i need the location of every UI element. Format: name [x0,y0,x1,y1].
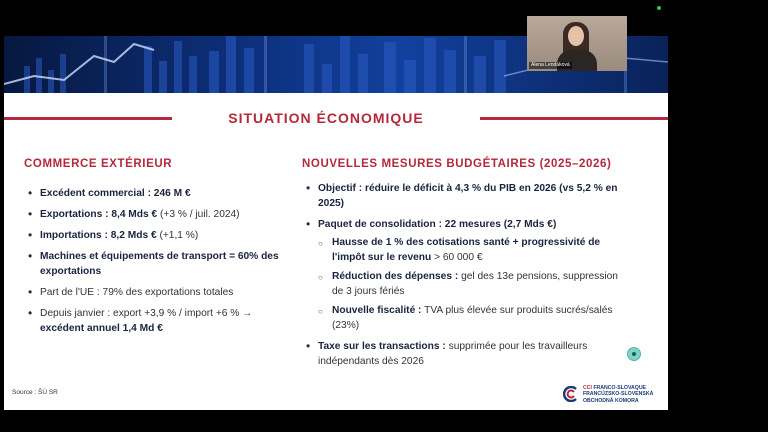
cci-logo [563,385,663,405]
sub-list-item: ○ Réduction des dépenses : gel des 13e pensions, suppression de 3 jours fériés [318,269,620,299]
title-divider-right [480,117,668,120]
meeting-bottom-bar [0,410,768,432]
participant-face [568,26,584,46]
title-divider-left [4,117,172,120]
list-item: • Paquet de consolidation : 22 mesures (2,7 Mds €) ○ Hausse de 1 % des cotisations santé + progressivité de l'impôt sur le revenu > 60 000 € ○ Réduction des dépenses : gel des 13e pensions, suppression de 3 jours fériés ○ Nouvelle fiscalité : TVA plus élevée sur produits sucrés/salés (23%) [304,217,620,333]
cci-logo-icon [563,386,579,402]
left-column-heading: COMMERCE EXTÉRIEUR [24,158,173,170]
cci-logo-text: CCI FRANCO-SLOVAQUE FRANCÚZSKO-SLOVENSKÁ OBCHODNÁ KOMORA [583,385,654,404]
right-column-heading: NOUVELLES MESURES BUDGÉTAIRES (2025–2026) [302,158,612,170]
list-item: • Excédent commercial : 246 M € [26,186,284,201]
slide-title: SITUATION ÉCONOMIQUE [228,110,424,126]
presentation-slide [4,36,668,410]
list-item: • Exportations : 8,4 Mds € (+3 % / juil. 2024) [26,207,284,222]
sub-list-item: ○ Hausse de 1 % des cotisations santé + progressivité de l'impôt sur le revenu > 60 000 € [318,235,620,265]
participant-name: Alena Lendáková [531,62,570,68]
list-item: • Part de l'UE : 79% des exportations totales [26,285,284,300]
budget-bullet-list [304,181,620,375]
sub-list [318,235,620,333]
meeting-top-bar [0,0,768,16]
sub-list-item: ○ Nouvelle fiscalité : TVA plus élevée sur produits sucrés/salés (23%) [318,303,620,333]
list-item: • Machines et équipements de transport = 60% des exportations [26,249,284,279]
list-item: • Objectif : réduire le déficit à 4,3 % du PIB en 2026 (vs 5,2 % en 2025) [304,181,620,211]
participant-video-tile[interactable] [527,16,627,71]
help-bubble-icon[interactable] [627,347,641,361]
source-note: Source : ŠÚ SR [12,389,58,396]
status-indicator-icon [657,6,661,10]
list-item: • Taxe sur les transactions : supprimée pour les travailleurs indépendants dès 2026 [304,339,620,369]
list-item: • Depuis janvier : export +3,9 % / import +6 % → excédent annuel 1,4 Md € [26,306,284,336]
trade-bullet-list [26,186,284,342]
list-item: • Importations : 8,2 Mds € (+1,1 %) [26,228,284,243]
